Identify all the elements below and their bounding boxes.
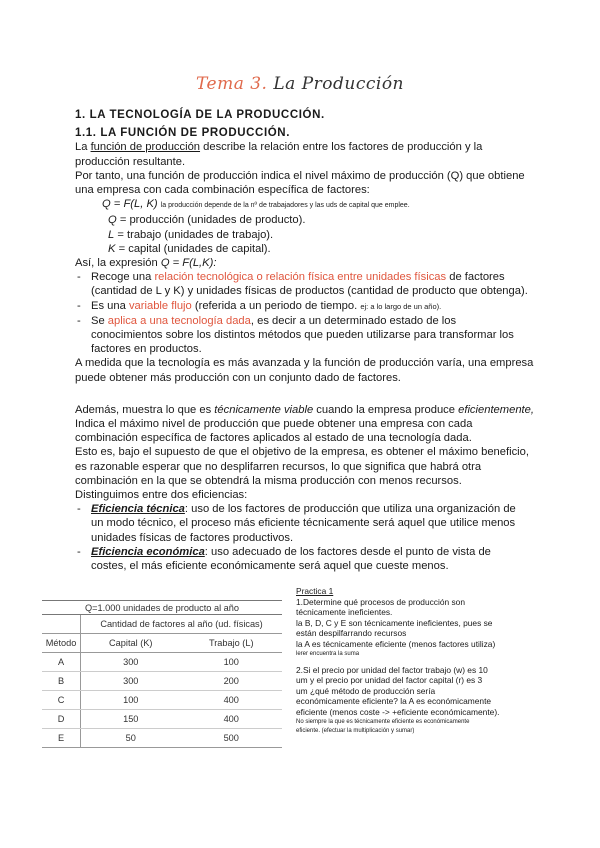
definition-k: [75, 242, 530, 256]
table-row: [42, 691, 282, 710]
text-line: un modo técnico, el proceso más eficiente técnicamente será aquel que utilice menos: [91, 517, 516, 530]
table-row: [42, 653, 282, 672]
text-line: producción resultante.: [75, 155, 186, 168]
highlight-text: aplica a una tecnología dada: [107, 314, 251, 327]
handwritten-note: la producción depende de la nº de trabajadores y las uds de capital que emplee.: [160, 202, 410, 210]
table-header: Trabajo (L): [180, 634, 282, 653]
table-cell: 200: [180, 672, 282, 691]
italic-term: técnicamente viable: [214, 403, 314, 416]
text-line: Distinguimos entre dos eficiencias:: [75, 489, 248, 502]
paragraph-definition: [75, 140, 530, 154]
text-line: (cantidad de L y K) y unidades físicas de productos (cantidad de producto que obtenga).: [91, 285, 528, 298]
title-topic: La Producción: [273, 74, 404, 94]
dash-bullet-icon: -: [77, 299, 81, 312]
table-cell: 100: [180, 653, 282, 672]
text: = producción (unidades de producto).: [119, 214, 306, 227]
table-cell: 400: [180, 710, 282, 729]
text-line: um ¿qué método de producción sería: [296, 685, 436, 696]
text: Se: [91, 314, 105, 327]
text-line: unidades físicas de factores productivos.: [91, 531, 294, 544]
term: Eficiencia técnica: [91, 503, 185, 516]
handwritten-note: No siempre la que es técnicamente eficiente es económicamente: [296, 718, 470, 725]
text: Es una: [91, 299, 126, 312]
highlight-text: variable flujo: [128, 299, 192, 312]
text: = trabajo (unidades de trabajo).: [117, 228, 274, 241]
table-cell: 400: [180, 691, 282, 710]
table-cell: B: [42, 672, 81, 691]
text-line: 1.Determine qué procesos de producción son: [296, 596, 465, 607]
text-line: 2.Si el precio por unidad del factor trabajo (w) es 10: [296, 664, 488, 675]
text-line: eficiente (menos coste -> +eficiente económicamente).: [296, 706, 500, 717]
handwritten-note: ej: a lo largo de un año).: [360, 301, 442, 311]
text-line: combinación en la que se obtendrá la misma producción con menos recursos.: [75, 474, 462, 487]
bullet-item: [75, 270, 530, 298]
section-heading-1: 1. LA TECNOLOGÍA DE LA PRODUCCIÓN.: [75, 109, 325, 121]
formula: Q = F(L, K): [102, 198, 158, 211]
underlined-term: función de producción: [90, 141, 201, 154]
table-row: [42, 672, 282, 691]
handwritten-note: lerer encuentra la suma: [296, 650, 360, 657]
text-line: conocimientos sobre los distintos métodos que pueden utilizarse para transformar los: [91, 329, 514, 342]
dash-bullet-icon: -: [77, 503, 81, 516]
text: La: [75, 141, 88, 154]
exercise-title: Practica 1: [296, 586, 334, 596]
text: Así, la expresión: [75, 257, 158, 270]
table-header: Método: [42, 634, 81, 653]
table-row: [42, 710, 282, 729]
definition-l: [75, 228, 530, 242]
text-line: la B, D, C y E son técnicamente ineficientes, pues se: [296, 617, 493, 628]
bullet-item: [75, 502, 530, 545]
dash-bullet-icon: -: [77, 545, 81, 558]
paragraph-viable: [75, 403, 534, 417]
text: , es decir a un determinado estado de los: [250, 314, 457, 327]
formula-line: [75, 197, 530, 213]
text-line: Indica el máximo nivel de producción que puede obtener una empresa con cada: [75, 418, 473, 431]
text-line: Por tanto, una función de producción indica el nivel máximo de producción (Q) que obtiene: [75, 169, 525, 182]
text-line: una empresa con cada combinación específica de factores:: [75, 184, 370, 197]
table-cell: C: [42, 691, 81, 710]
production-methods-table: [42, 600, 282, 748]
symbol: L: [108, 228, 115, 241]
text-line: puede obtener más producción con un conjunto dado de factores.: [75, 371, 401, 384]
table-header: Capital (K): [81, 634, 181, 653]
text-line: combinación específica de factores aplicados al estado de una tecnología dada.: [75, 432, 472, 445]
table-caption: Q=1.000 unidades de producto al año: [42, 601, 282, 615]
table-cell: A: [42, 653, 81, 672]
page-title: [0, 74, 600, 94]
bullet-item: [75, 299, 530, 314]
symbol: Q: [108, 214, 117, 227]
text-line: costes, el más eficiente económicamente será aquel que cueste menos.: [91, 560, 449, 573]
table-group-header: Cantidad de factores al año (ud. físicas): [81, 615, 282, 634]
text: Recoge una: [91, 271, 152, 284]
bullet-item: [75, 545, 530, 573]
symbol: K: [108, 242, 116, 255]
text-line: A medida que la tecnología es más avanzada y la función de producción varía, una empresa: [75, 357, 534, 370]
text: describe la relación entre los factores de producción y la: [203, 141, 483, 154]
text: (referida a un periodo de tiempo.: [194, 299, 358, 312]
table-cell: 500: [180, 729, 282, 748]
title-tema: Tema 3.: [196, 74, 268, 94]
text: de factores: [449, 271, 505, 284]
handwritten-note: eficiente. (efectuar la multiplicación y sumar): [296, 727, 415, 734]
formula: Q = F(L,K):: [160, 257, 217, 270]
table-cell: 50: [81, 729, 181, 748]
table-row: [42, 729, 282, 748]
text-line: es razonable esperar que no desplifarren recursos, lo que significa que habrá otra: [75, 460, 482, 473]
text-line: están despilfarrando recursos: [296, 628, 407, 639]
text-line: técnicamente ineficientes.: [296, 607, 393, 618]
table-cell: 300: [81, 672, 181, 691]
italic-term: eficientemente,: [458, 403, 534, 416]
text-line: económicamente eficiente? la A es económicamente: [296, 696, 492, 707]
practice-exercise: [296, 586, 532, 736]
text-line: la A es técnicamente eficiente (menos factores utiliza): [296, 638, 496, 649]
table-cell: D: [42, 710, 81, 729]
asi-line: [75, 256, 530, 270]
section-heading-1-1: 1.1. LA FUNCIÓN DE PRODUCCIÓN.: [75, 127, 291, 140]
table-cell: 300: [81, 653, 181, 672]
table-cell: 150: [81, 710, 181, 729]
text: Además, muestra lo que es: [75, 403, 212, 416]
text: : uso adecuado de los factores desde el punto de vista de: [204, 545, 491, 558]
text: : uso de los factores de producción que utiliza una organización de: [184, 503, 516, 516]
table-cell: [42, 615, 81, 634]
highlight-text: relación tecnológica o relación física entre unidades físicas: [154, 271, 447, 284]
dash-bullet-icon: -: [77, 314, 81, 327]
table-cell: E: [42, 729, 81, 748]
text-line: um y el precio por unidad del factor capital (r) es 3: [296, 675, 483, 686]
text: = capital (unidades de capital).: [118, 242, 271, 255]
bullet-item: [75, 314, 530, 357]
term: Eficiencia económica: [91, 545, 205, 558]
text-line: factores en productos.: [91, 343, 202, 356]
dash-bullet-icon: -: [77, 271, 81, 284]
main-text: [75, 108, 534, 573]
text: cuando la empresa produce: [316, 403, 455, 416]
definition-q: [75, 213, 530, 227]
text-line: Esto es, bajo el supuesto de que el objetivo de la empresa, es obtener el máximo beneficio,: [75, 446, 529, 459]
table-cell: 100: [81, 691, 181, 710]
